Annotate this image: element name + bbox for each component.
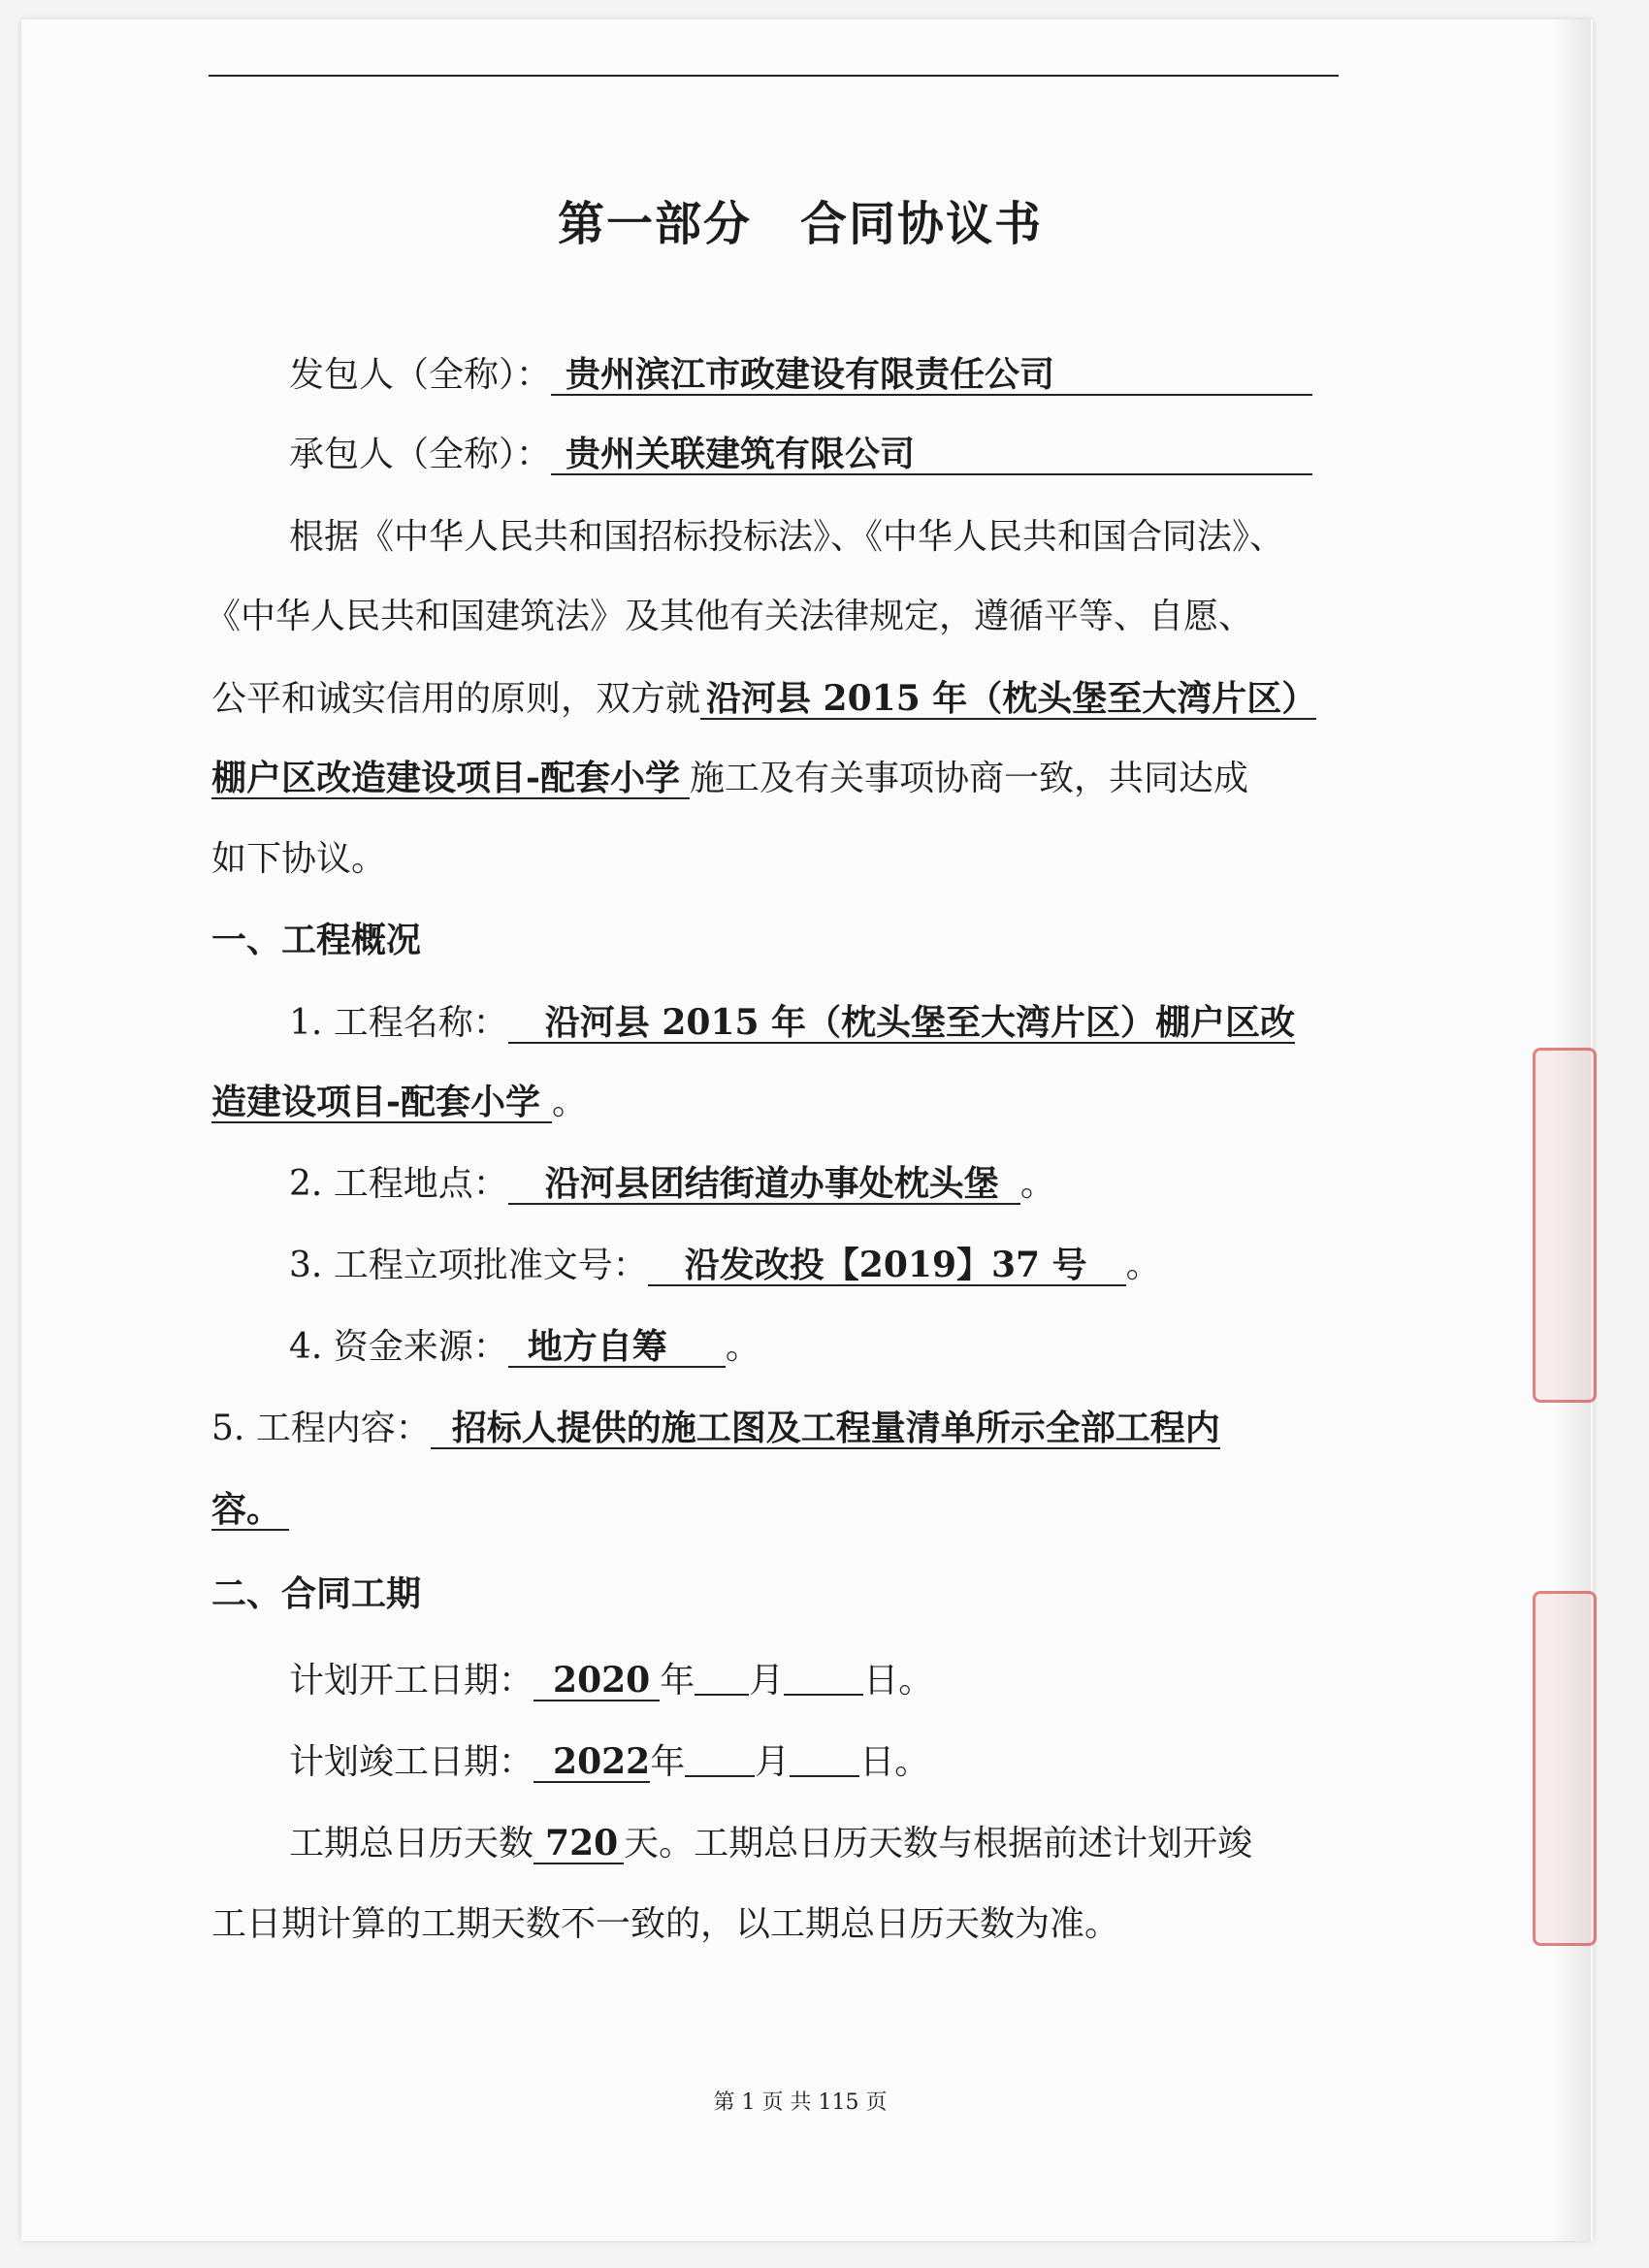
page-number-footer: 第 1 页 共 115 页 [713, 2090, 888, 2115]
scope-line-2 [211, 1489, 289, 1531]
intro-line-2: 《中华人民共和国建筑法》及其他有关法律规定，遵循平等、自愿、 [206, 597, 1254, 636]
duration-label: 工期总日历天数 [289, 1824, 534, 1863]
location-line: 2. 工程地点： 沿河县团结街道办事处枕头堡 。 [289, 1163, 1055, 1204]
project-name-value-b: 造建设项目-配套小学 [211, 1085, 552, 1123]
project-name-part2: 棚户区改造建设项目-配套小学 [211, 761, 690, 799]
project-name-line [289, 1002, 1296, 1044]
intro-line-4 [211, 758, 1248, 799]
scope-label: 5. 工程内容： [211, 1409, 431, 1448]
funding-line: 4. 资金来源： 地方自筹 。 [289, 1326, 760, 1367]
duration-line-2: 工日期计算的工期天数不一致的，以工期总日历天数为准。 [211, 1904, 1120, 1944]
approval-line: 3. 工程立项批准文号： 沿发改投【2019】37 号 。 [289, 1245, 1161, 1285]
intro-line-3-text: 公平和诚实信用的原则，双方就 [211, 679, 701, 719]
red-seal-stamp-top [1533, 1048, 1597, 1403]
funding-label: 4. 资金来源： [289, 1327, 508, 1367]
intro-line-3 [211, 678, 1317, 720]
project-name-line-2: 造建设项目-配套小学 。 [211, 1082, 587, 1122]
duration-days-value: 720 [534, 1826, 624, 1864]
employer-label: 发包人（全称）： [289, 355, 552, 395]
start-day-blank [784, 1661, 863, 1696]
approval-label: 3. 工程立项批准文号： [289, 1246, 648, 1285]
red-seal-stamp-bottom [1533, 1591, 1597, 1946]
start-year-value: 2020 [534, 1663, 660, 1701]
project-name-label: 1. 工程名称： [289, 1003, 508, 1043]
start-date-line: 计划开工日期： 2020 年 月 日。 [289, 1660, 934, 1701]
approval-value: 沿发改投【2019】37 号 [648, 1247, 1126, 1286]
header-rule [209, 75, 1339, 77]
section1-heading: 一、工程概况 [211, 921, 422, 960]
end-date-line: 计划竣工日期： 2022年 月 日。 [289, 1741, 930, 1782]
location-label: 2. 工程地点： [289, 1164, 508, 1204]
contractor-value: 贵州关联建筑有限公司 [551, 437, 1312, 475]
intro-line-5: 如下协议。 [211, 839, 387, 879]
project-name-value-a: 沿河县 2015 年（枕头堡至大湾片区）棚户区改 [508, 1005, 1295, 1044]
end-year-value: 2022 [534, 1744, 650, 1783]
contractor-label: 承包人（全称）： [289, 435, 552, 474]
intro-line-4-text: 施工及有关事项协商一致，共同达成 [689, 759, 1248, 798]
employer-line [289, 354, 1312, 396]
duration-line [289, 1823, 1253, 1864]
contractor-line [289, 434, 1312, 475]
funding-value: 地方自筹 [508, 1329, 726, 1368]
start-month-blank [695, 1661, 749, 1696]
section2-heading: 二、合同工期 [211, 1574, 422, 1614]
duration-text: 天。工期总日历天数与根据前述计划开竣 [624, 1824, 1253, 1863]
scope-value-a: 招标人提供的施工图及工程量清单所示全部工程内 [431, 1410, 1220, 1449]
end-day-blank [790, 1742, 859, 1777]
location-value: 沿河县团结街道办事处枕头堡 [508, 1166, 1020, 1205]
project-name-part1: 沿河县 2015 年（枕头堡至大湾片区） [700, 681, 1316, 720]
employer-value: 贵州滨江市政建设有限责任公司 [551, 357, 1312, 396]
scope-line [211, 1410, 1220, 1449]
intro-line-1: 根据《中华人民共和国招标投标法》、《中华人民共和国合同法》、 [289, 517, 1285, 557]
start-date-label: 计划开工日期： [289, 1661, 534, 1701]
page-title: 第一部分 合同协议书 [557, 197, 1043, 251]
end-date-label: 计划竣工日期： [289, 1742, 534, 1782]
end-month-blank [685, 1742, 755, 1777]
scope-value-b: 容。 [211, 1492, 289, 1531]
